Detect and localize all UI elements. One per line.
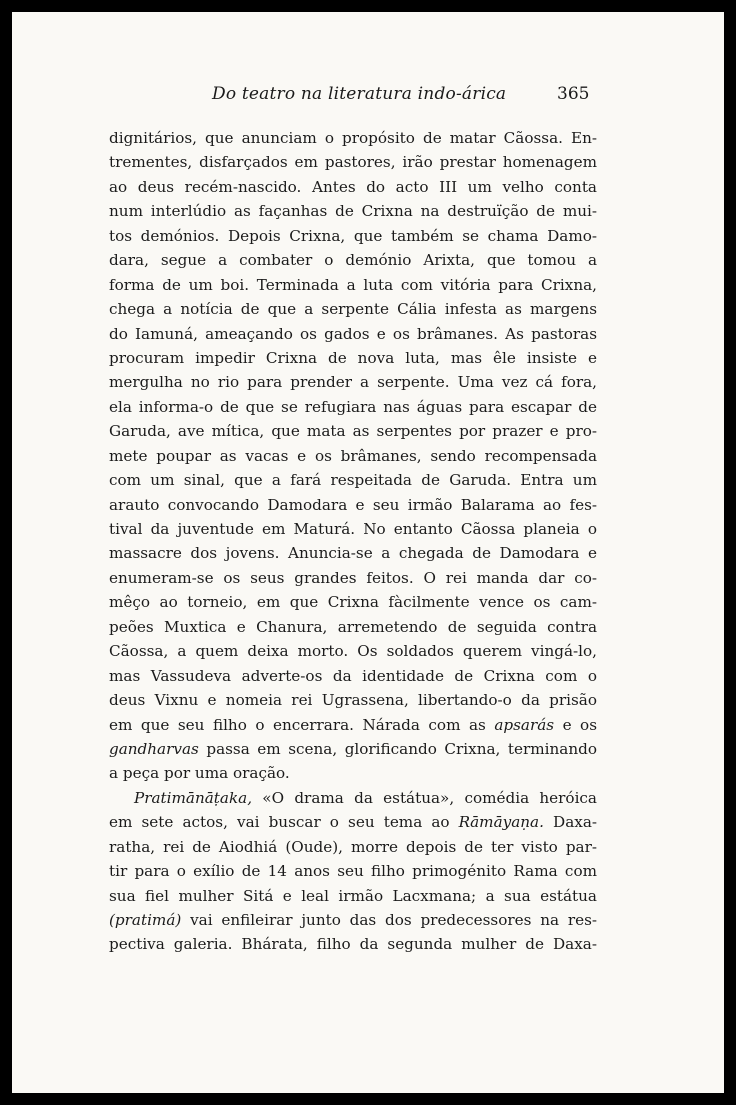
text-line: dignitários, que anunciam o propósito de matar Cãossa. En-	[109, 129, 597, 147]
text-line: mêço ao torneio, em que Crixna fàcilmente vence os cam-	[109, 593, 597, 612]
text-line: a peça por uma oração.	[109, 764, 290, 783]
running-title: Do teatro na literatura indo-árica	[212, 84, 507, 104]
running-header	[12, 84, 724, 110]
text-line: arauto convocando Damodara e seu irmão Balarama ao fes-	[109, 495, 597, 514]
text-line: mergulha no rio para prender a serpente. Uma vez cá fora,	[109, 373, 597, 392]
text-segment: «O drama da estátua», comédia heróica	[252, 788, 597, 807]
text-line: num interlúdio as façanhas de Crixna na destruïção de mui-	[109, 202, 597, 221]
text-line	[109, 713, 597, 737]
text-line: ela informa-o de que se refugiara nas águas para escapar de	[109, 397, 597, 416]
text-line: procuram impedir Crixna de nova luta, mas êle insiste e	[109, 348, 597, 367]
italic-term: (pratimá)	[109, 911, 182, 929]
text-line: com um sinal, que a fará respeitada de Garuda. Entra um	[109, 471, 597, 490]
text-line: massacre dos jovens. Anuncia-se a chegada de Damodara e	[109, 544, 597, 563]
text-line: deus Vixnu e nomeia rei Ugrassena, libertando-o da prisão	[109, 691, 597, 710]
text-segment: vai enfileirar junto das dos predecessores na res-	[181, 911, 597, 929]
text-line: mete poupar as vacas e os brâmanes, sendo recompensada	[109, 446, 597, 465]
page	[12, 12, 724, 1093]
page-number: 365	[557, 84, 590, 104]
text-line: sua fiel mulher Sitá e leal irmão Lacxmana; a sua estátua	[109, 886, 597, 905]
text-line: peões Muxtica e Chanura, arremetendo de seguida contra	[109, 617, 597, 636]
text-line: Garuda, ave mítica, que mata as serpentes por prazer e pro-	[109, 422, 597, 441]
text-line: tival da juventude em Maturá. No entanto Cãossa planeia o	[109, 520, 597, 538]
italic-title: Pratimānāṭaka,	[134, 788, 253, 807]
text-line: enumeram-se os seus grandes feitos. O rei manda dar co-	[109, 568, 597, 587]
text-line: tir para o exílio de 14 anos seu filho primogénito Rama com	[109, 862, 597, 881]
text-segment: Daxa-	[543, 813, 598, 832]
text-segment: e os	[554, 715, 597, 734]
text-segment: passa em scena, glorificando Crixna, terminando	[198, 739, 597, 758]
italic-title: Rāmāyaṇa.	[458, 813, 544, 832]
text-line: chega a notícia de que a serpente Cália infesta as margens	[109, 300, 597, 319]
text-line: do Iamuná, ameaçando os gados e os brâmanes. As pastoras	[109, 324, 597, 343]
paragraph-start-line	[109, 786, 597, 810]
italic-term: gandharvas	[109, 739, 199, 758]
text-line: forma de um boi. Terminada a luta com vitória para Crixna,	[109, 275, 597, 294]
text-line	[109, 908, 597, 932]
italic-term: apsarás	[494, 715, 555, 734]
text-line: pectiva galeria. Bhárata, filho da segunda mulher de Daxa-	[109, 935, 597, 954]
text-line: dara, segue a combater o demónio Arixta, que tomou a	[109, 251, 597, 270]
body-text	[109, 126, 597, 957]
text-line: Cãossa, a quem deixa morto. Os soldados querem vingá-lo,	[109, 642, 597, 661]
text-segment: em que seu filho o encerrara. Nárada com as	[109, 715, 495, 734]
text-line: trementes, disfarçados em pastores, irão prestar homenagem	[109, 153, 597, 172]
text-line: ao deus recém-nascido. Antes do acto III um velho conta	[109, 177, 597, 196]
text-line: ratha, rei de Aiodhiá (Oude), morre depois de ter visto par-	[109, 837, 597, 856]
text-segment: em sete actos, vai buscar o seu tema ao	[109, 813, 459, 832]
text-line: mas Vassudeva adverte-os da identidade de Crixna com o	[109, 666, 597, 685]
text-line	[109, 810, 597, 834]
text-line	[109, 737, 597, 761]
text-line: tos demónios. Depois Crixna, que também se chama Damo-	[109, 226, 597, 245]
